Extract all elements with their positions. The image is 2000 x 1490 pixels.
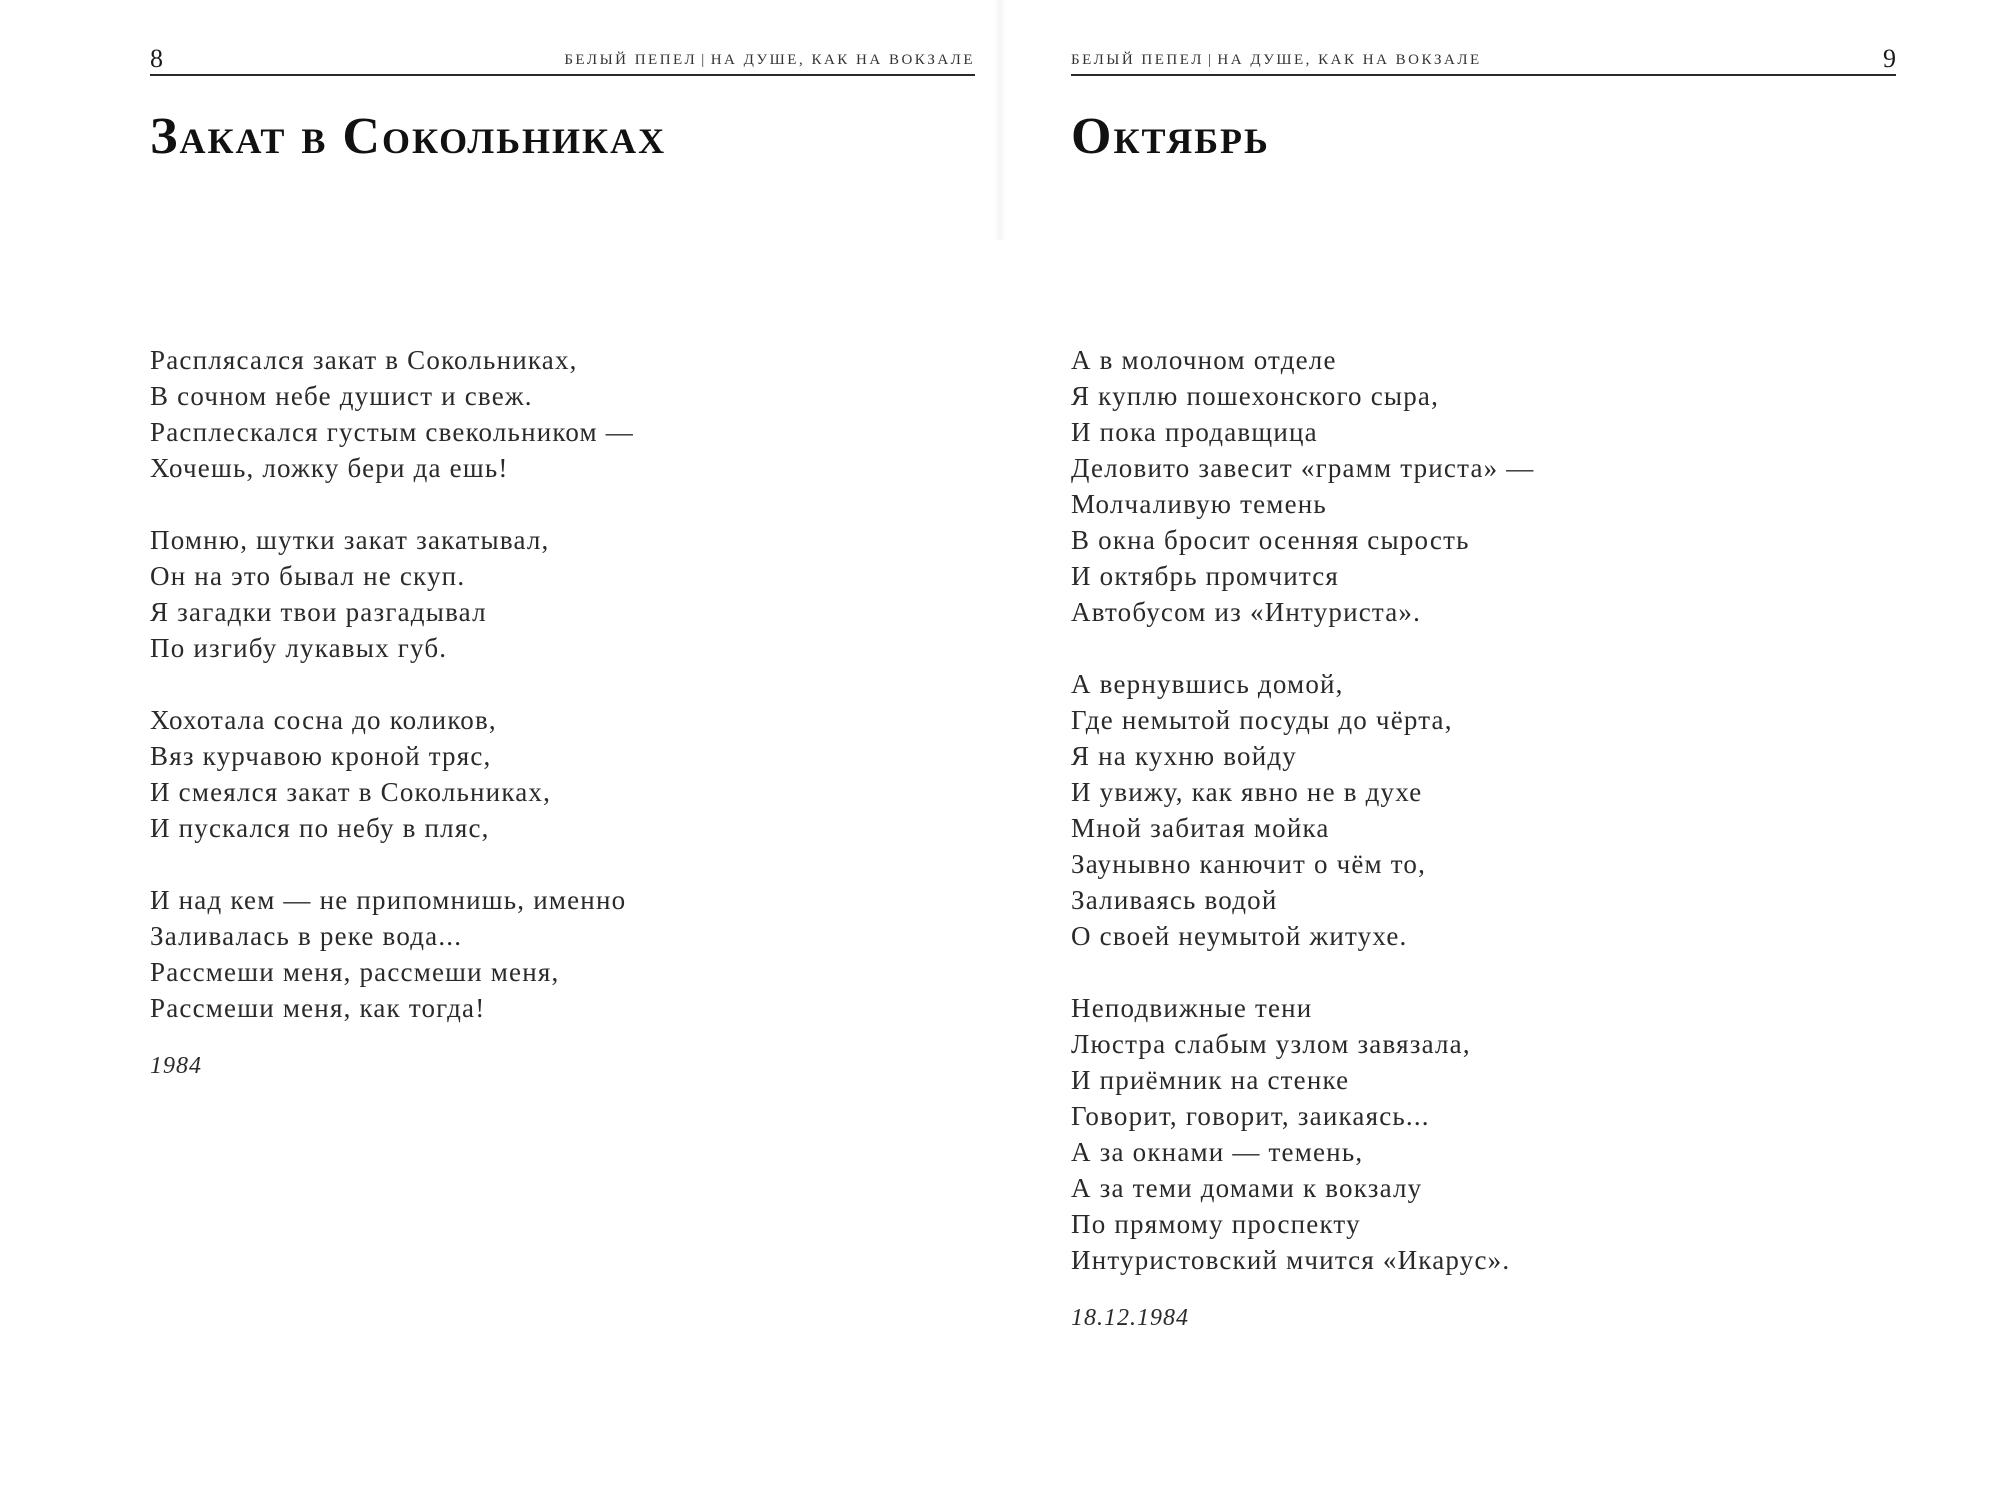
stanza [150,882,975,1026]
poem-line: В окна бросит осенняя сырость [1071,525,1470,555]
running-head-text [564,50,975,70]
poem-line: По прямому проспекту [1071,1209,1361,1239]
poem-line: Мной забитая мойка [1071,813,1330,843]
poem-line: Заливаясь водой [1071,885,1278,915]
poem-line: По изгибу лукавых губ. [150,633,448,663]
poem-line: Я на кухню войду [1071,741,1297,771]
poem-title: Закат в Сокольниках [150,108,667,165]
running-head [1071,44,1896,74]
page-number: 8 [150,44,163,73]
running-head-separator: | [1207,52,1214,68]
running-head-book: НА ДУШЕ, КАК НА ВОКЗАЛЕ [710,52,975,68]
poem-line: Я куплю пошехонского сыра, [1071,381,1440,411]
running-head-separator: | [701,52,707,68]
stanza [150,702,975,846]
poem-line: А за окнами — темень, [1071,1137,1364,1167]
page-number: 9 [1883,44,1896,73]
poem-line: Рассмеши меня, рассмеши меня, [150,957,560,987]
poem-line: Молчаливую темень [1071,489,1327,519]
poem-line: И октябрь промчится [1071,561,1340,591]
stanza [1071,666,1896,954]
poem-line: И над кем — не припомнишь, именно [150,885,627,915]
poem-line: Заунывно канючит о чём то, [1071,849,1427,879]
poem-line: И увижу, как явно не в духе [1071,777,1423,807]
poem-line: Расплескался густым свекольником — [150,417,634,447]
stanza [150,522,975,666]
poem-line: А вернувшись домой, [1071,669,1344,699]
running-head-author: БЕЛЫЙ ПЕПЕЛ [1071,52,1204,68]
poem-line: Рассмеши меня, как тогда! [150,993,486,1023]
poem-date: 18.12.1984 [1071,1305,1189,1331]
poem-line: Помню, шутки закат закатывал, [150,525,550,555]
poem-date: 1984 [150,1053,202,1079]
running-head-author: БЕЛЫЙ ПЕПЕЛ [564,52,698,68]
poem-line: Расплясался закат в Сокольниках, [150,345,578,375]
poem-line: Неподвижные тени [1071,993,1313,1023]
poem-line: Где немытой посуды до чёрта, [1071,705,1453,735]
header-rule [150,74,975,76]
poem-body [1071,342,1896,1334]
running-head [150,44,975,74]
running-head-book: НА ДУШЕ, КАК НА ВОКЗАЛЕ [1217,52,1482,68]
poem-line: И смеялся закат в Сокольниках, [150,777,552,807]
poem-line: О своей неумытой житухе. [1071,921,1408,951]
poem-line: Автобусом из «Интуриста». [1071,597,1422,627]
poem-line: Интуристовский мчится «Икарус». [1071,1245,1511,1275]
poem-line: Я загадки твои разгадывал [150,597,487,627]
poem-line: А за теми домами к вокзалу [1071,1173,1423,1203]
header-rule [1071,74,1896,76]
poem-line: И приёмник на стенке [1071,1065,1350,1095]
poem-line: Хочешь, ложку бери да ешь! [150,453,509,483]
poem-line: Хохотала сосна до коликов, [150,705,497,735]
stanza [1071,342,1896,630]
stanza [1071,990,1896,1278]
poem-body [150,342,975,1082]
book-gutter [994,0,1006,240]
poem-line: Говорит, говорит, заикаясь... [1071,1101,1430,1131]
stanza [150,342,975,486]
poem-line: В сочном небе душист и свеж. [150,381,533,411]
poem-line: И пока продавщица [1071,417,1318,447]
right-page [1071,0,1896,1490]
poem-line: Вяз курчавою кроной тряс, [150,741,492,771]
poem-line: Заливалась в реке вода... [150,921,463,951]
poem-line: И пускался по небу в пляс, [150,813,490,843]
poem-line: Он на это бывал не скуп. [150,561,466,591]
left-page [150,0,975,1490]
poem-line: Люстра слабым узлом завязала, [1071,1029,1471,1059]
running-head-text [1071,50,1482,70]
poem-line: Деловито завесит «грамм триста» — [1071,453,1535,483]
poem-title: Октябрь [1071,108,1270,165]
poem-line: А в молочном отделе [1071,345,1337,375]
